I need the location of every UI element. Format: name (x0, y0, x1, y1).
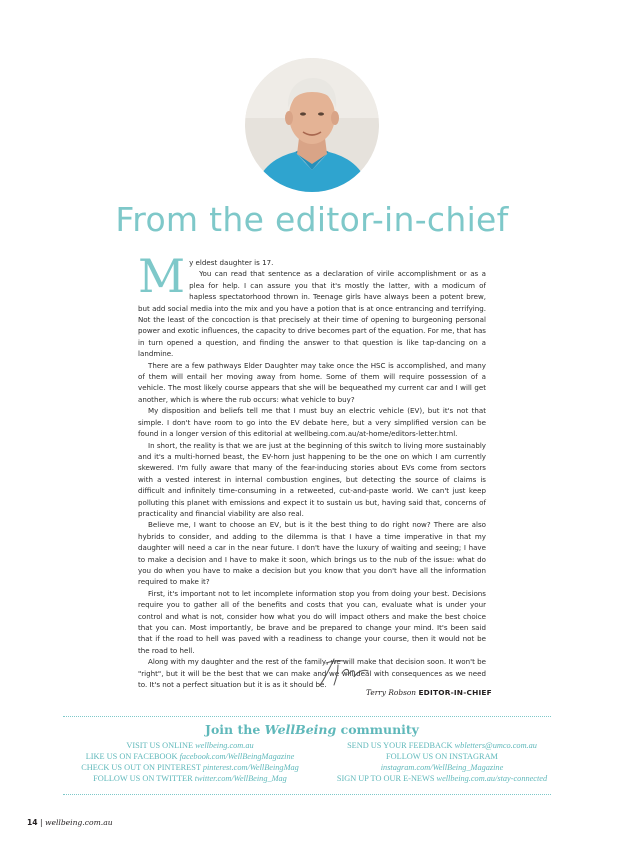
link-feedback-email[interactable]: SEND US YOUR FEEDBACK wbletters@umco.com.au (347, 741, 537, 750)
community-links-right (322, 741, 562, 785)
page-number: 14 (27, 818, 38, 827)
article-paragraph: There are a few pathways Elder Daughter may take once the HSC is accomplished, and many of them will entail her moving away from home. Some of them will require possession of a vehicle. The most likely course appears that she will be bequeathed my current car and I will get another, which is where the rub occurs: what vehicle to buy? (138, 360, 486, 404)
author-role: EDITOR-IN-CHIEF (418, 688, 492, 697)
drop-cap: M (138, 249, 186, 303)
article-paragraph: My disposition and beliefs tell me that I must buy an electric vehicle (EV), but it's not that simple. I don't have room to go into the EV debate here, but a very simplified version can be found in a longer version of this editorial at wellbeing.com.au/at-home/editors-letter.html. (138, 406, 486, 439)
link-facebook[interactable]: LIKE US ON FACEBOOK facebook.com/WellBeingMagazine (85, 751, 295, 761)
link-website[interactable]: VISIT US ONLINE wellbeing.com.au (126, 741, 254, 750)
link-twitter[interactable]: FOLLOW US ON TWITTER twitter.com/WellBeing_Mag (93, 773, 287, 783)
page-footer: 14 | wellbeing.com.au (27, 818, 113, 827)
article-paragraph: Along with my daughter and the rest of the family, we will make that decision soon. It won't be "right", but it will be the best that we can make and we will deal with consequences as we need to. It's not a perfect situation but it is as it should be. (138, 657, 486, 690)
community-heading: Join the WellBeing community (205, 722, 419, 737)
article-paragraph: Believe me, I want to choose an EV, but is it the best thing to do right now? There are also hybrids to consider, and adding to the dilemma is that I have a time imperative in that my daughter will need a car in the near future. I don't have the luxury of waiting and seeing; I have to make a decision and I have to make it soon, which brings us to the nub of the issue: what do you do when you have to make a decision but you know that you don't have all the information required to make it? (138, 520, 486, 587)
article-paragraph: First, it's important not to let incomplete information stop you from doing your best. Decisions require you to gather all of the benefits and costs that you can, evaluate what is under your control and what is not, consider how what you do will impact others and make the best choice that you can. Most importantly, be brave and be prepared to change your mind. It's been said that if the road to hell was paved with a readiness to change your course, then it would not be the road to hell. (138, 588, 486, 655)
link-instagram[interactable]: instagram.com/WellBeing_Magazine (380, 762, 504, 772)
divider-bottom (63, 794, 551, 795)
byline (366, 688, 492, 697)
article-paragraph: You can read that sentence as a declaration of virile accomplishment or as a plea for help. I can assure you that it's mostly the latter, with a modicum of hapless spectatorhood thrown in. Teenage girls have always been a potent brew, but add social media into the mix and you have a potion that is at once entrancing and terrifying. Not the least of the concoction is that precisely at their time of opening to burgeoning personal power and exotic influences, the capacity to drive becomes part of the equation. For me, that has in turn opened a question, and finding the answer to that question is like tap-dancing on a landmine. (138, 269, 486, 359)
page-title: From the editor-in-chief (115, 200, 509, 239)
article-paragraph: My eldest daughter is 17. (138, 249, 274, 303)
link-pinterest[interactable]: CHECK US OUT ON PINTEREST pinterest.com/WellBeingMag (81, 762, 299, 772)
divider-top (63, 716, 551, 717)
link-instagram-label: FOLLOW US ON INSTAGRAM (386, 751, 498, 761)
community-links-left (66, 741, 314, 785)
author-name: Terry Robson (366, 688, 417, 697)
editorial-body (138, 249, 486, 690)
footer-site: wellbeing.com.au (44, 818, 113, 827)
editor-portrait (245, 58, 379, 192)
link-enews[interactable]: SIGN UP TO OUR E-NEWS wellbeing.com.au/stay-connected (336, 773, 548, 783)
article-paragraph: In short, the reality is that we are just at the beginning of this switch to living more sustainably and it's a multi-horned beast, the EV-horn just happening to be the one on which I am currently skewered. I'm fully aware that many of the fear-inducing stories about EVs come from sectors with a vested interest in internal combustion engines, but detecting the source of claims is difficult and infinitely time-consuming in a retweeted, cut-and-paste world. We can't just keep polluting this planet with emissions and expect it to sustain us but, having said that, concerns of practicality and financial viability are also real. (138, 440, 486, 518)
